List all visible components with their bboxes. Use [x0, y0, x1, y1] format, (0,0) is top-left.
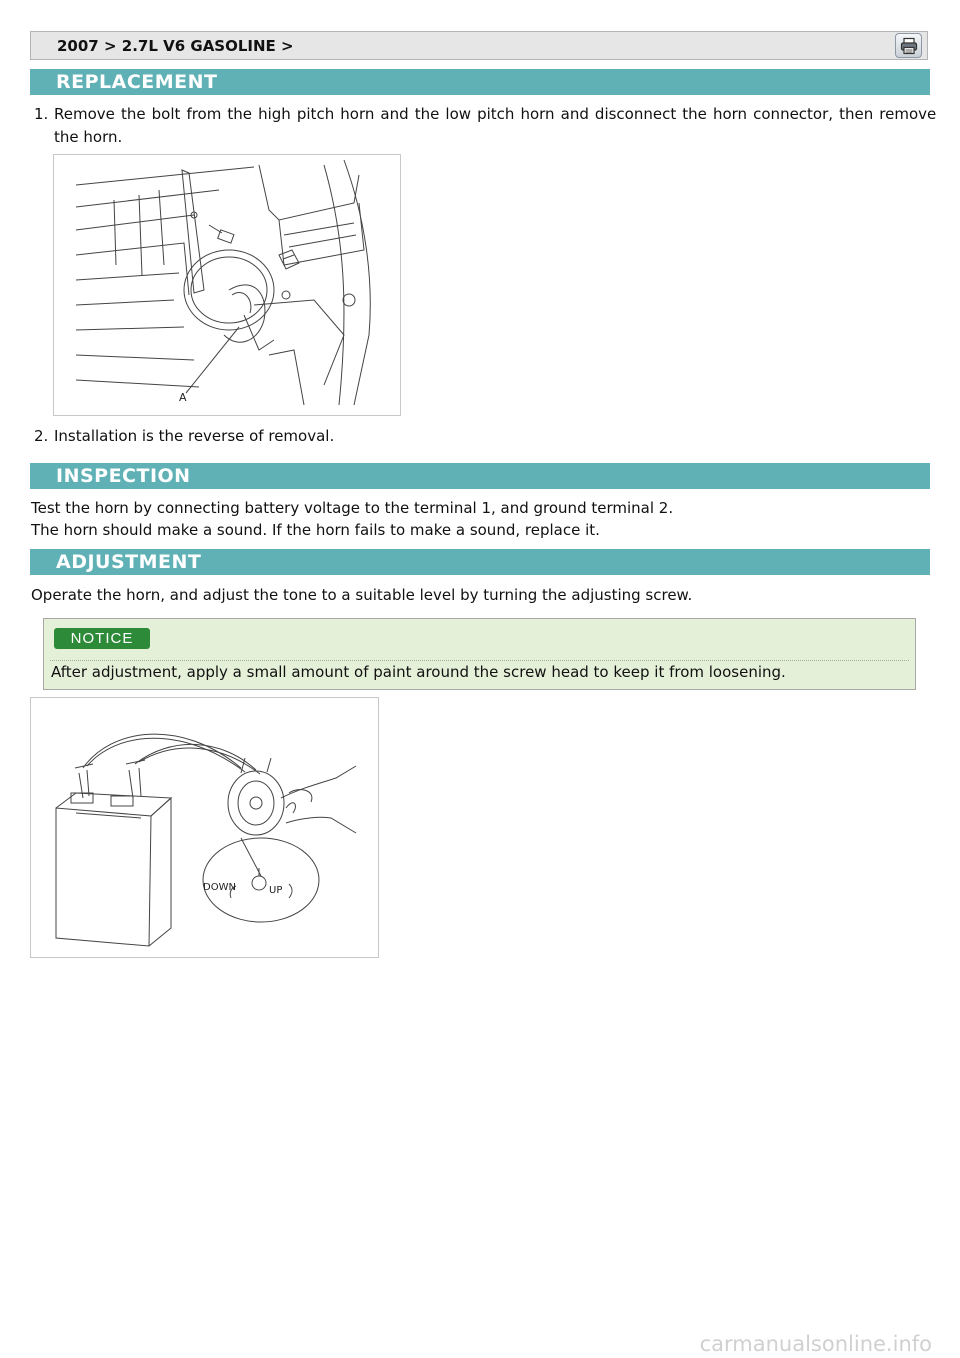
- inspection-text: Test the horn by connecting battery voltage to the terminal 1, and ground terminal 2.: [31, 499, 674, 517]
- figure-label-up: UP: [269, 885, 283, 896]
- inspection-text: The horn should make a sound. If the horn fails to make a sound, replace it.: [31, 521, 600, 539]
- notice-text: After adjustment, apply a small amount of paint around the screw head to keep it from loosening.: [51, 663, 786, 681]
- section-header-adjustment: ADJUSTMENT: [30, 549, 930, 575]
- step-text: Installation is the reverse of removal.: [54, 427, 335, 445]
- notice-badge: NOTICE: [54, 628, 150, 649]
- notice-box: [43, 618, 916, 690]
- horn-adjustment-illustration: [31, 698, 378, 957]
- figure-label-a: A: [179, 391, 187, 404]
- horn-removal-figure: [53, 154, 401, 416]
- step-text: Remove the bolt from the high pitch horn and the low pitch horn and disconnect the horn connector, then remove: [54, 105, 937, 123]
- figure-label-down: DOWN: [203, 882, 236, 893]
- step-text-continued: the horn.: [54, 128, 123, 146]
- breadcrumb: 2007 > 2.7L V6 GASOLINE >: [57, 37, 294, 55]
- horn-adjustment-figure: [30, 697, 379, 958]
- watermark: carmanualsonline.info: [699, 1332, 932, 1356]
- printer-icon: [900, 37, 918, 55]
- horn-removal-illustration: [54, 155, 400, 415]
- print-button[interactable]: [895, 33, 922, 58]
- step-number: 1.: [34, 105, 49, 123]
- step-number: 2.: [34, 427, 49, 445]
- breadcrumb-bar: [30, 31, 928, 60]
- section-header-replacement: REPLACEMENT: [30, 69, 930, 95]
- adjustment-text: Operate the horn, and adjust the tone to a suitable level by turning the adjusting screw.: [31, 586, 693, 604]
- section-header-inspection: INSPECTION: [30, 463, 930, 489]
